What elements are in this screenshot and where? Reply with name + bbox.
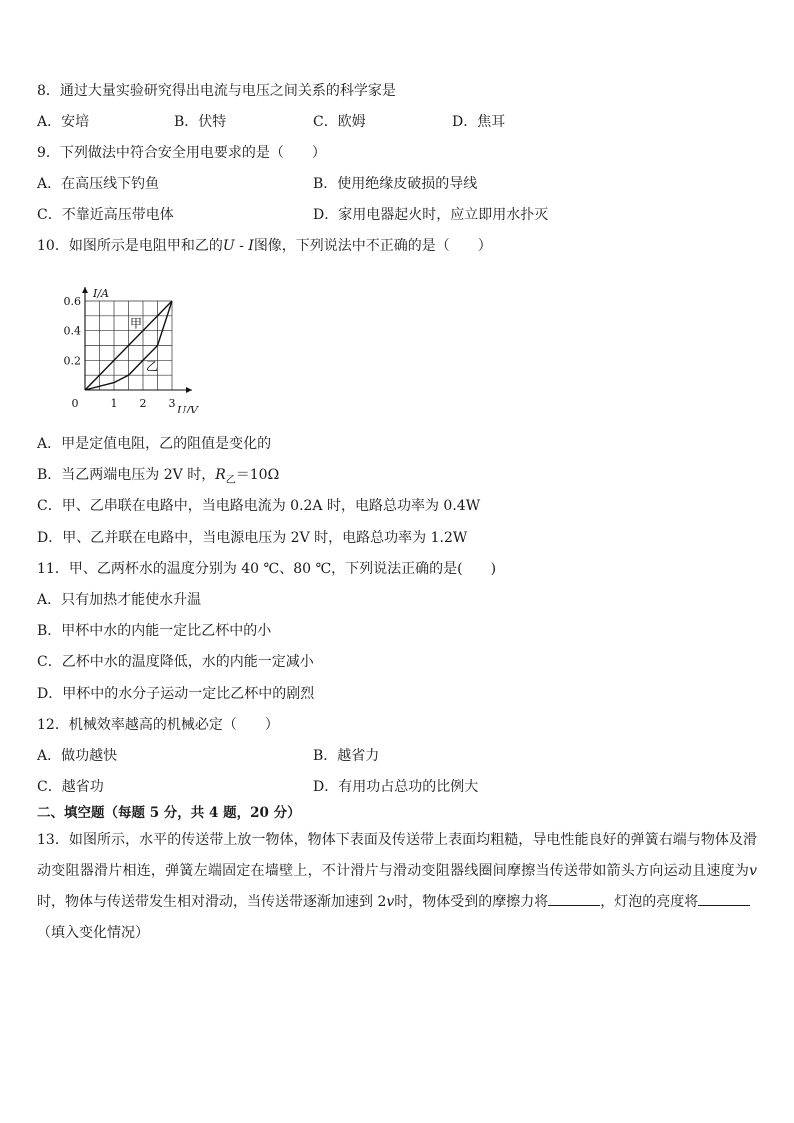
q12-stem: 12．机械效率越高的机械必定（ ）: [37, 717, 279, 733]
q9-stem: 9．下列做法中符合安全用电要求的是（ ）: [37, 145, 326, 161]
ui-graph-svg: [58, 278, 208, 413]
x-tick-label: 3: [168, 397, 176, 410]
q10-option-c: C．甲、乙串联在电路中，当电路电流为 0.2A 时，电路总功率为 0.4W: [37, 498, 481, 514]
ui-graph: [58, 278, 208, 413]
x-axis-arrow: [186, 387, 192, 393]
q13-part4: ，灯泡的亮度将: [600, 894, 699, 910]
q10-option-d: D．甲、乙并联在电路中，当电源电压为 2V 时，电路总功率为 1.2W: [37, 530, 468, 546]
x-axis-label: U/V: [177, 404, 198, 413]
q13-blank-brightness[interactable]: [698, 891, 750, 906]
q8-option-c: C．欧姆: [313, 114, 366, 130]
q10-option-b: [37, 465, 279, 491]
q10-option-b-val: ＝10Ω: [235, 467, 280, 483]
q11-option-d: D．甲杯中的水分子运动一定比乙杯中的剧烈: [37, 686, 315, 702]
q10-option-b-text: B．当乙两端电压为 2V 时，: [37, 467, 216, 483]
q8-stem: 8．通过大量实验研究得出电流与电压之间关系的科学家是: [37, 83, 396, 99]
q11-option-a: A．只有加热才能使水升温: [37, 592, 202, 608]
q12-option-b: B．越省力: [313, 748, 380, 764]
q11-stem: 11．甲、乙两杯水的温度分别为 40 ℃、80 ℃，下列说法正确的是( ): [37, 561, 497, 577]
x-tick-label: 0: [71, 397, 79, 410]
q8-option-a: A．安培: [37, 114, 90, 130]
q12-option-a: A．做功越快: [37, 748, 118, 764]
q11-option-b: B．甲杯中水的内能一定比乙杯中的小: [37, 623, 272, 639]
x-tick-label: 2: [139, 397, 147, 410]
q11-option-c: C．乙杯中水的温度降低，水的内能一定减小: [37, 654, 314, 670]
q13-text: [37, 825, 757, 949]
q10-stem: [37, 236, 492, 256]
q10-stem-pre: 10．如图所示是电阻甲和乙的: [37, 238, 223, 254]
y-axis-label: I/A: [93, 287, 109, 300]
q13-part3: 时，物体受到的摩擦力将: [394, 894, 549, 910]
q13-v1: v: [749, 863, 757, 879]
q9-option-d: D．家用电器起火时，应立即用水扑灭: [313, 207, 549, 223]
q9-option-a: A．在高压线下钓鱼: [37, 176, 160, 192]
x-tick-label: 1: [110, 397, 118, 410]
q12-option-c: C．越省功: [37, 779, 104, 795]
q10-option-b-sub: 乙: [225, 474, 236, 486]
section-title-fill-blank: 二、填空题（每题 5 分，共 4 题，20 分）: [37, 805, 301, 821]
y-tick-label: 0.4: [63, 324, 81, 338]
q8-option-d: D．焦耳: [452, 114, 506, 130]
q10-stem-i: I: [248, 238, 254, 254]
series-label-1: 甲: [129, 316, 142, 331]
q10-stem-dash: -: [234, 238, 249, 254]
q9-option-c: C．不靠近高压带电体: [37, 207, 174, 223]
q8-option-b: B．伏特: [174, 114, 227, 130]
q13-part5: （填入变化情况）: [37, 925, 149, 941]
q13-part2: 时，物体与传送带发生相对滑动，当传送带逐渐加速到 2: [37, 894, 387, 910]
q12-option-d: D．有用功占总功的比例大: [313, 779, 479, 795]
y-tick-label: 0.2: [63, 354, 81, 368]
q10-option-a: A．甲是定值电阻，乙的阻值是变化的: [37, 436, 272, 452]
q9-option-b: B．使用绝缘皮破损的导线: [313, 176, 478, 192]
series-label-2: 乙: [145, 359, 158, 374]
q13-part1: 13．如图所示，水平的传送带上放一物体，物体下表面及传送带上表面均粗糙，导电性能良好的弹簧右端与物体及滑动变阻器滑片相连，弹簧左端固定在墙壁上，不计滑片与滑动变阻器线圈间摩擦当传送带如箭头方向运动且速度为: [37, 832, 757, 879]
y-tick-label: 0.6: [63, 295, 81, 308]
q13-blank-friction[interactable]: [548, 891, 600, 906]
q10-stem-u: U: [222, 238, 235, 254]
y-axis-arrow: [82, 287, 88, 293]
q13-v2: v: [386, 894, 395, 910]
q10-stem-post: 图像，下列说法中不正确的是（ ）: [253, 238, 492, 254]
q10-option-b-r: R: [215, 467, 226, 483]
